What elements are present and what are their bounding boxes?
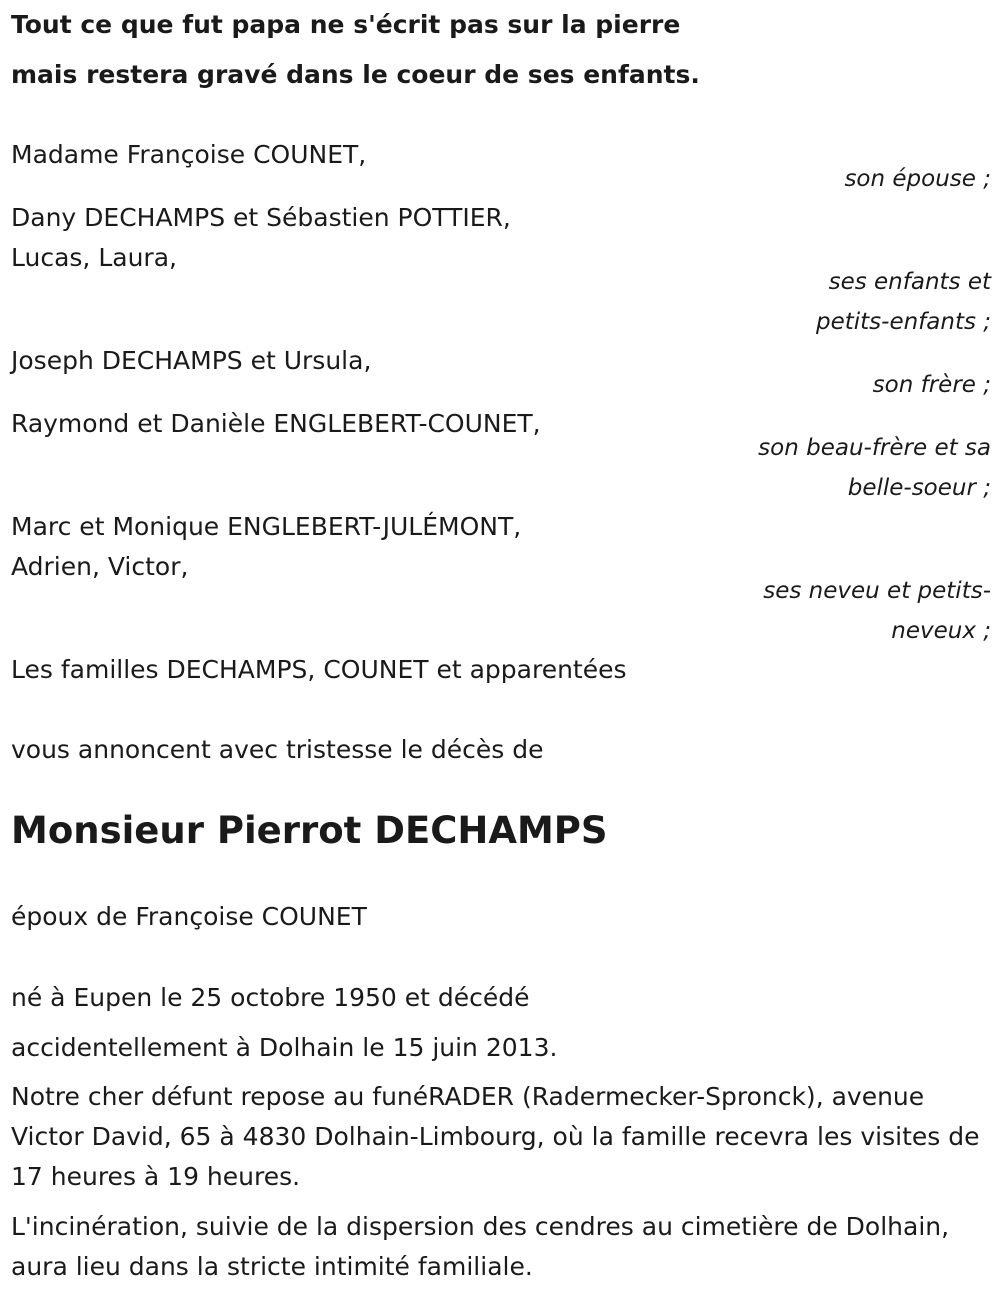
epigraph-line-2: mais restera gravé dans le coeur de ses enfants.	[11, 60, 700, 89]
spouse-line: époux de Françoise COUNET	[11, 902, 367, 931]
family-relation: petits-enfants ;	[815, 309, 991, 335]
cremation-paragraph: L'incinération, suivie de la dispersion des cendres au cimetière de Dolhain, aura lieu dans la stricte intimité familiale.	[11, 1212, 950, 1281]
family-name-line: Madame Françoise COUNET,	[11, 140, 367, 169]
epigraph-line-1: Tout ce que fut papa ne s'écrit pas sur la pierre	[11, 10, 681, 39]
family-name-line: Lucas, Laura,	[11, 243, 177, 272]
birth-death-line-2: accidentellement à Dolhain le 15 juin 2013.	[11, 1033, 558, 1062]
deceased-name: Monsieur Pierrot DECHAMPS	[11, 809, 608, 852]
family-name-line: Raymond et Danièle ENGLEBERT-COUNET,	[11, 409, 541, 438]
families-line: Les familles DECHAMPS, COUNET et apparentées	[11, 655, 627, 684]
family-relation: son beau-frère et sa	[758, 435, 991, 461]
family-relation: ses neveu et petits-	[763, 578, 991, 604]
family-relation: son frère ;	[872, 372, 991, 398]
death-notice	[11, 0, 991, 1300]
family-name-line: Adrien, Victor,	[11, 552, 189, 581]
family-relation: son épouse ;	[844, 166, 991, 192]
family-name-line: Dany DECHAMPS et Sébastien POTTIER,	[11, 203, 511, 232]
family-relation: belle-soeur ;	[847, 475, 991, 501]
repose-paragraph: Notre cher défunt repose au funéRADER (Radermecker-Spronck), avenue Victor David, 65 à 4830 Dolhain-Limbourg, où la famille recevra les visites de 17 heures à 19 heures.	[11, 1082, 980, 1191]
family-name-line: Joseph DECHAMPS et Ursula,	[11, 346, 372, 375]
announcement-line: vous annoncent avec tristesse le décès de	[11, 735, 544, 764]
family-relation: ses enfants et	[828, 269, 991, 295]
family-relation: neveux ;	[891, 618, 991, 644]
birth-death-line-1: né à Eupen le 25 octobre 1950 et décédé	[11, 983, 530, 1012]
family-name-line: Marc et Monique ENGLEBERT-JULÉMONT,	[11, 512, 522, 541]
